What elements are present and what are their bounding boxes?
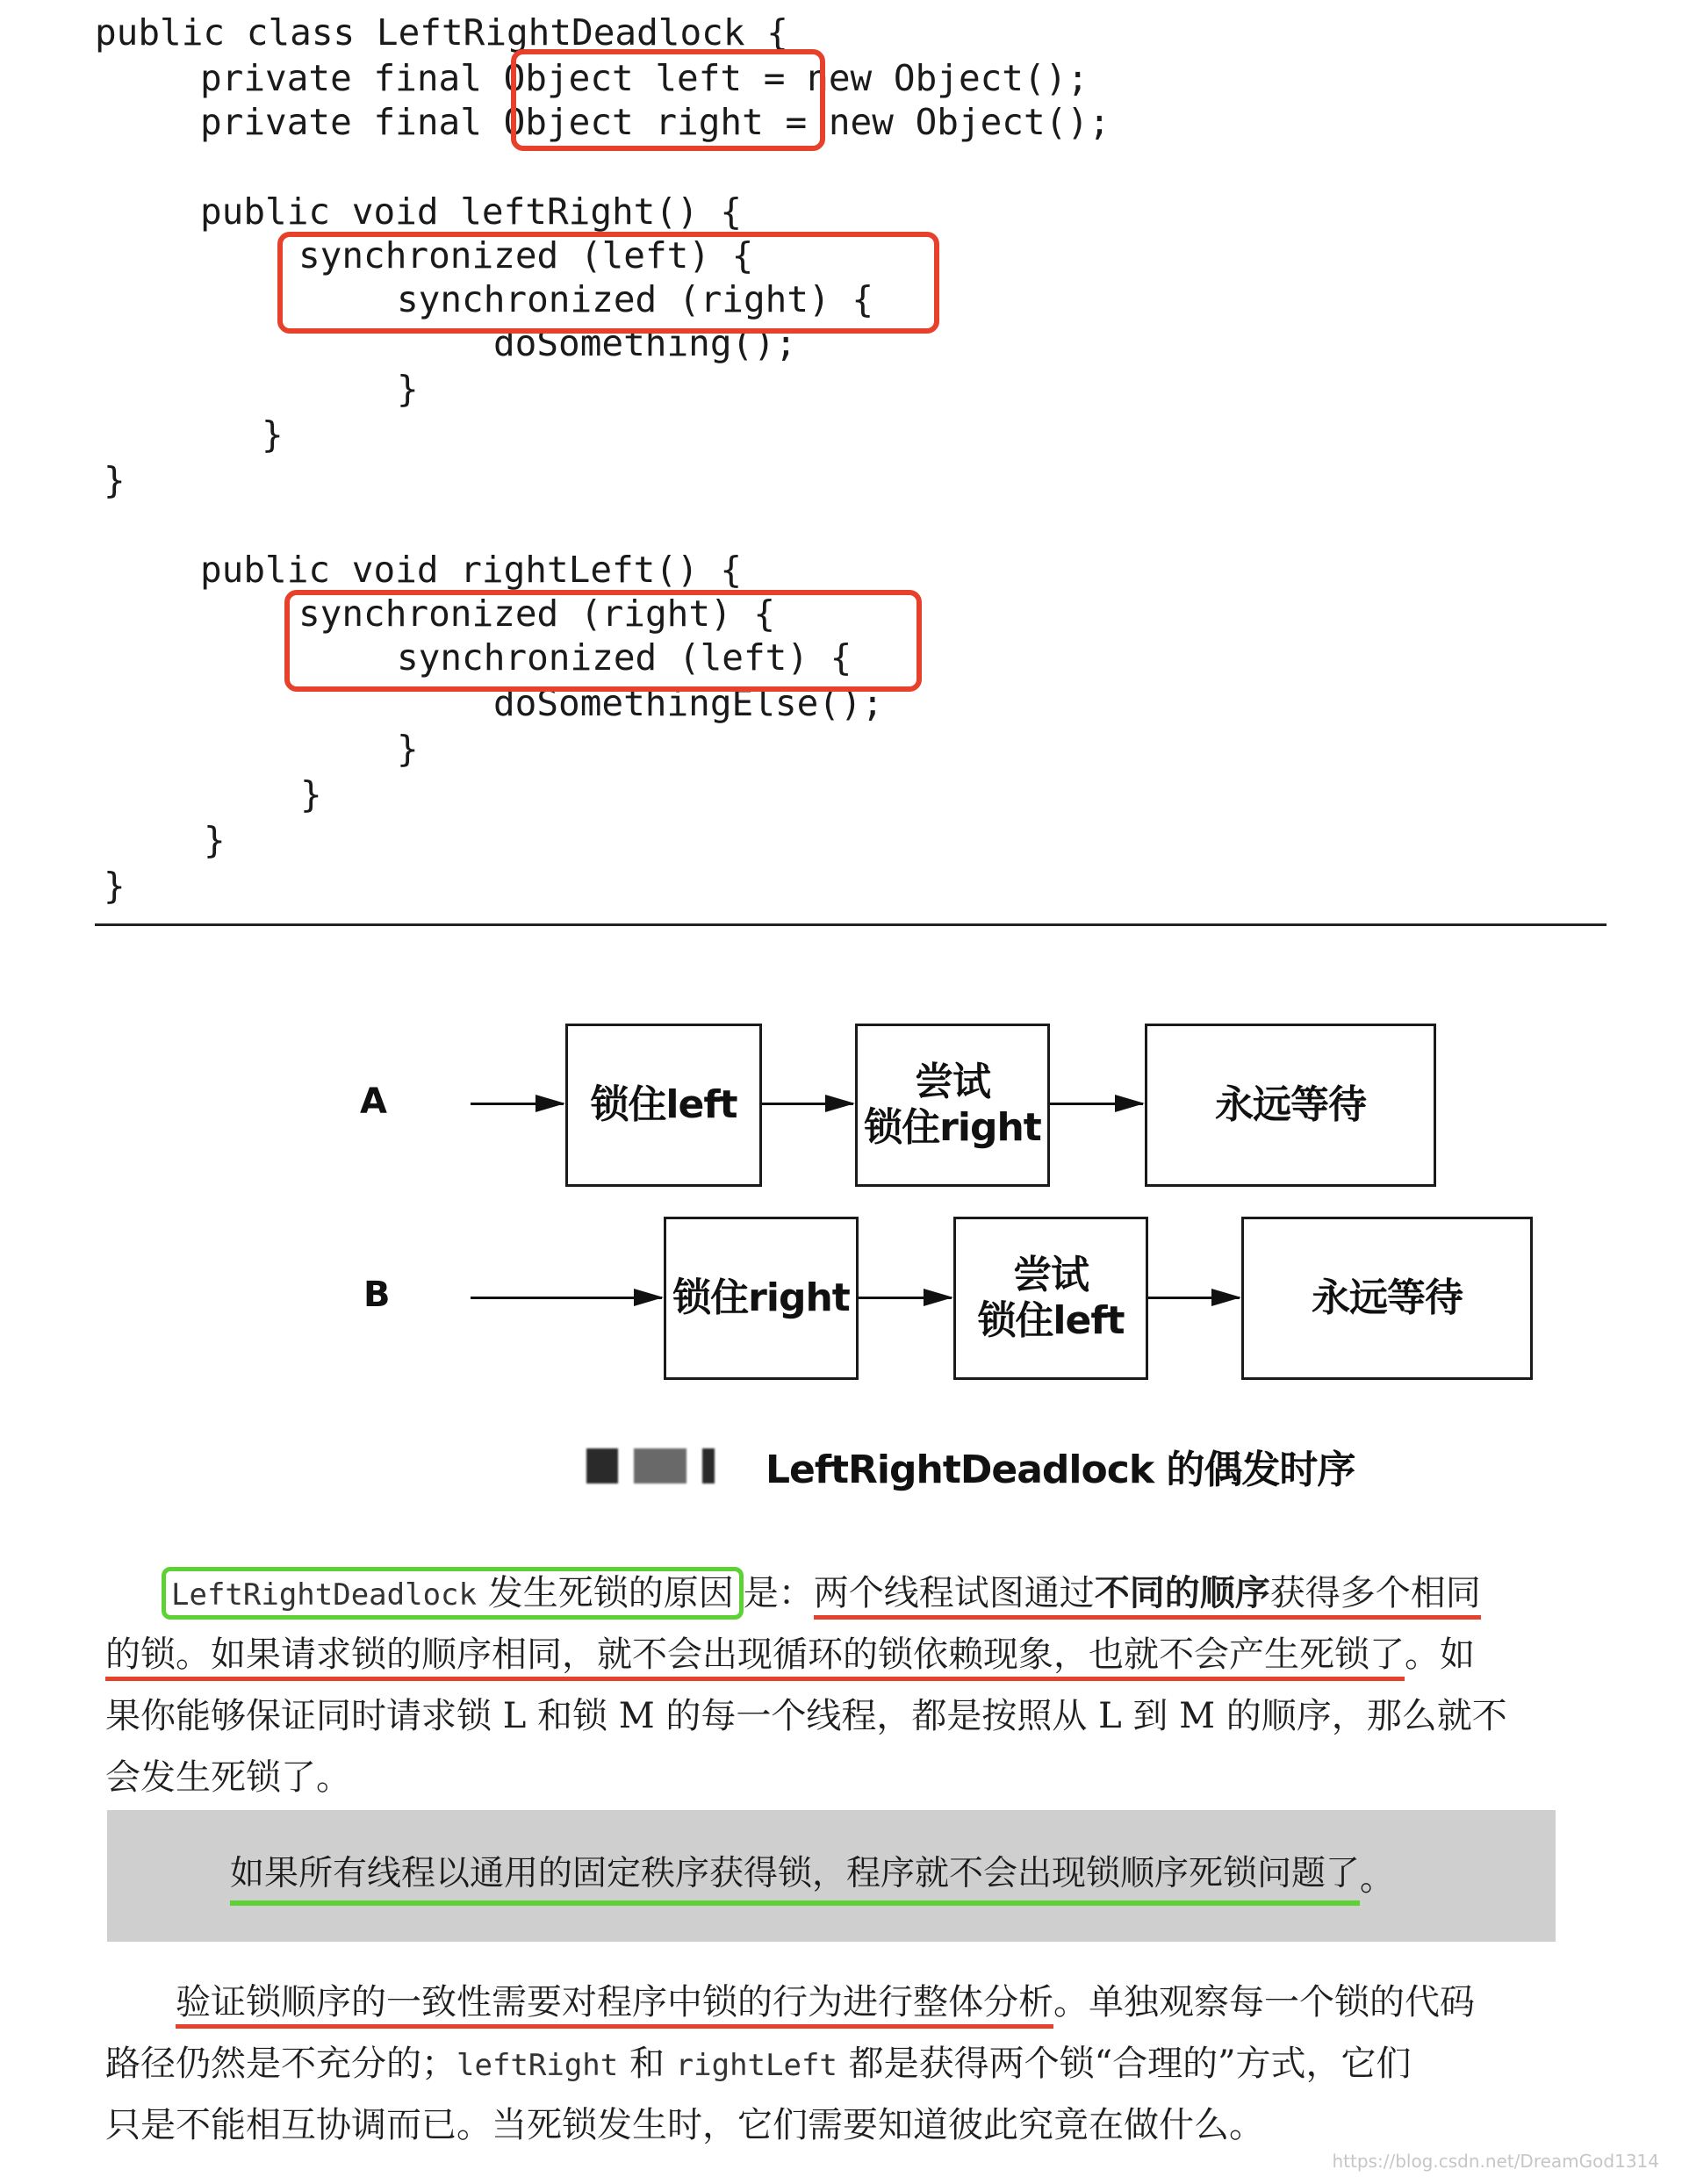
- section-divider: [95, 923, 1607, 926]
- code-line-rightleft-method: public void rightLeft() {: [200, 549, 743, 591]
- arrow-b-start: [471, 1297, 662, 1299]
- box-b-try-label: 尝试: [1013, 1253, 1089, 1297]
- code-listing: [0, 0, 1111, 907]
- text-segment: 两个线程试图通过: [813, 1573, 1095, 1613]
- code-line-close-brace: }: [397, 368, 419, 410]
- box-a-lock-right-label: 锁住right: [864, 1105, 1041, 1150]
- note-period: 。: [1360, 1859, 1395, 1899]
- arrow-a-2: [1050, 1103, 1143, 1105]
- figure-caption-text: LeftRightDeadlock 的偶发时序: [766, 1448, 1355, 1492]
- code-line-class-decl: public class LeftRightDeadlock {: [95, 11, 788, 54]
- code-term-leftright: leftRight: [456, 2048, 619, 2083]
- thread-b-label: B: [363, 1275, 391, 1315]
- bold-text: 不同的顺序: [1094, 1572, 1270, 1613]
- code-line-sync-right: synchronized (right) {: [298, 593, 776, 635]
- text-segment: 获得多个相同: [1269, 1573, 1481, 1613]
- code-line-sync-left: synchronized (left) {: [298, 234, 754, 277]
- arrow-b-1: [859, 1297, 952, 1299]
- redacted-figure-number-mark: [634, 1448, 686, 1484]
- code-term-leftrightdeadlock: LeftRightDeadlock: [171, 1577, 477, 1613]
- text-segment: 。单独观察每一个锁的代码: [1053, 1982, 1475, 2022]
- underlined-text: [814, 1573, 1481, 1620]
- box-b-wait-label: 永远等待: [1312, 1275, 1463, 1320]
- code-line-right-field: private final Object right = new Object();: [200, 101, 1111, 143]
- text-segment: 路径仍然是不充分的；: [105, 2044, 456, 2084]
- text-segment: 。如: [1405, 1634, 1475, 1675]
- code-line-sync-left: synchronized (left) {: [397, 636, 852, 679]
- watermark-url: https://blog.csdn.net/DreamGod1314: [1332, 2151, 1659, 2172]
- redacted-figure-number-mark: [702, 1448, 715, 1484]
- arrow-b-2: [1148, 1297, 1240, 1299]
- code-line-do-something-else: doSomethingElse();: [493, 682, 884, 724]
- boxed-text: 发生死锁的原因: [477, 1573, 734, 1613]
- highlight-box-rightleft-locks: [284, 590, 922, 692]
- text-line: 果你能够保证同时请求锁 L 和锁 M 的每一个线程，都是按照从 L 到 M 的顺序，那么就不: [105, 1696, 1507, 1736]
- highlighted-note: [107, 1810, 1556, 1942]
- box-a-try-lock-right: [855, 1024, 1050, 1187]
- code-line-sync-right: synchronized (right) {: [397, 278, 874, 320]
- figure-caption: [586, 1440, 1355, 1492]
- box-b-lock-left-label: 锁住left: [977, 1298, 1125, 1343]
- underlined-text: 的锁。如果请求锁的顺序相同，就不会出现循环的锁依赖现象，也就不会产生死锁了: [105, 1634, 1405, 1681]
- code-line-left-field: private final Object left = new Object();: [200, 57, 1089, 99]
- box-a-wait-forever: [1145, 1024, 1436, 1187]
- note-text: 如果所有线程以通用的固定秩序获得锁，程序就不会出现锁顺序死锁问题了: [230, 1846, 1360, 1906]
- arrow-a-1: [762, 1103, 853, 1105]
- paragraph-lock-order-analysis: [105, 1972, 1554, 2156]
- code-line-close-brace: }: [204, 819, 226, 861]
- code-line-close-brace: }: [300, 773, 322, 815]
- code-line-close-brace: }: [104, 865, 126, 907]
- box-b-lock-right-label: 锁住right: [672, 1275, 850, 1320]
- code-line-do-something: doSomething();: [493, 322, 797, 364]
- paragraph-deadlock-cause: [105, 1563, 1554, 1808]
- box-a-wait-label: 永远等待: [1215, 1082, 1366, 1127]
- highlight-box-fields: [511, 49, 825, 151]
- code-line-leftright-method: public void leftRight() {: [200, 190, 743, 233]
- code-line-close-brace: }: [397, 728, 419, 770]
- box-a-try-label: 尝试: [915, 1060, 990, 1104]
- text-line: 只是不能相互协调而已。当死锁发生时，它们需要知道彼此究竟在做什么。: [105, 2105, 1264, 2145]
- text-line: 会发生死锁了。: [105, 1757, 351, 1798]
- redacted-figure-number-mark: [586, 1448, 618, 1484]
- code-line-close-brace: }: [104, 459, 126, 501]
- highlight-box-leftright-locks: [277, 232, 939, 334]
- text-segment: 都是获得两个锁“合理的”方式，它们: [837, 2044, 1412, 2084]
- arrow-a-start: [471, 1103, 564, 1105]
- box-a-lock-left: [565, 1024, 762, 1187]
- box-b-wait-forever: [1241, 1217, 1533, 1380]
- text-segment: 和: [618, 2044, 676, 2084]
- highlight-box-deadlock-cause: [162, 1567, 744, 1620]
- text-segment: 是：: [743, 1573, 814, 1613]
- box-b-try-lock-left: [953, 1217, 1148, 1380]
- underlined-text: 验证锁顺序的一致性需要对程序中锁的行为进行整体分析: [176, 1982, 1053, 2029]
- code-term-rightleft: rightLeft: [675, 2048, 837, 2083]
- box-b-lock-right: [664, 1217, 859, 1380]
- thread-a-label: A: [360, 1081, 387, 1122]
- code-line-close-brace: }: [262, 413, 284, 456]
- box-a-lock-left-label: 锁住left: [590, 1082, 737, 1127]
